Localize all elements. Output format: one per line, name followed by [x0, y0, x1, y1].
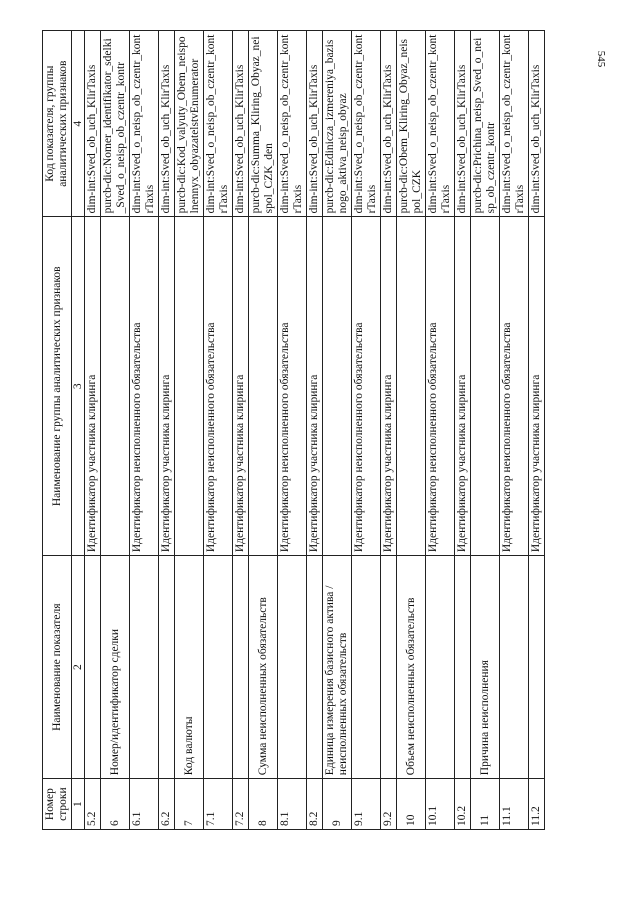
group-name: Идентификатор участника клиринга [233, 217, 249, 556]
column-number: 3 [72, 217, 85, 556]
group-name [397, 217, 426, 556]
table-row [307, 31, 323, 830]
indicator-name: Причина неисполнения [471, 556, 500, 779]
indicator-name [204, 556, 233, 779]
group-name [471, 217, 500, 556]
column-number: 1 [72, 779, 85, 830]
table-row [500, 31, 529, 830]
table-row [529, 31, 545, 830]
indicator-name [381, 556, 397, 779]
indicator-name [352, 556, 381, 779]
header-indicator-name: Наименование показателя [43, 556, 72, 779]
group-name: Идентификатор неисполненного обязательства [204, 217, 233, 556]
row-number: 7.2 [233, 779, 249, 830]
row-number: 9.2 [381, 779, 397, 830]
table-row [455, 31, 471, 830]
row-number: 10.1 [426, 779, 455, 830]
indicator-name [278, 556, 307, 779]
group-name: Идентификатор участника клиринга [455, 217, 471, 556]
table-row [352, 31, 381, 830]
column-number-row [72, 31, 85, 830]
group-name: Идентификатор неисполненного обязательства [130, 217, 159, 556]
indicator-code: dim-int:Sved_o_neisp_ob_czentr_kontrTaxis [130, 31, 159, 217]
row-number: 11 [471, 779, 500, 830]
table-row [159, 31, 175, 830]
indicator-name [500, 556, 529, 779]
table-row [323, 31, 352, 830]
row-number: 5.2 [85, 779, 101, 830]
group-name: Идентификатор неисполненного обязательства [500, 217, 529, 556]
indicator-name: Единица измерения базисного актива / неисполненных обязательств [323, 556, 352, 779]
row-number: 9.1 [352, 779, 381, 830]
indicator-name [159, 556, 175, 779]
indicator-code: dim-int:Sved_ob_uch_KlirTaxis [529, 31, 545, 217]
indicator-name [307, 556, 323, 779]
indicator-name: Код валюты [175, 556, 204, 779]
indicator-table [42, 30, 545, 830]
row-number: 11.2 [529, 779, 545, 830]
group-name: Идентификатор неисполненного обязательства [426, 217, 455, 556]
column-number: 4 [72, 31, 85, 217]
row-number: 8.2 [307, 779, 323, 830]
indicator-code: dim-int:Sved_ob_uch_KlirTaxis [159, 31, 175, 217]
header-row [43, 31, 72, 830]
group-name [175, 217, 204, 556]
rotated-page [42, 30, 562, 830]
indicator-code: dim-int:Sved_ob_uch_KlirTaxis [381, 31, 397, 217]
indicator-name [455, 556, 471, 779]
header-group-name: Наименование группы аналитических признаков [43, 217, 72, 556]
table-row [204, 31, 233, 830]
table-row [381, 31, 397, 830]
group-name: Идентификатор неисполненного обязательства [278, 217, 307, 556]
indicator-code: purcb-dic:Nomer_identifikator_sdelki_Sved_o_neisp_ob_czentr_kontr [101, 31, 130, 217]
group-name: Идентификатор участника клиринга [381, 217, 397, 556]
indicator-code: purcb-dic:Obem_Kliring_Obyaz_neispol_CZK [397, 31, 426, 217]
indicator-code: dim-int:Sved_ob_uch_KlirTaxis [233, 31, 249, 217]
row-number: 6.1 [130, 779, 159, 830]
header-row-number: Номер строки [43, 779, 72, 830]
group-name: Идентификатор участника клиринга [307, 217, 323, 556]
indicator-name [529, 556, 545, 779]
table-row [278, 31, 307, 830]
indicator-code: purcb-dic:Prichina_neisp_Sved_o_neisp_ob_czentr_kontr [471, 31, 500, 217]
group-name: Идентификатор участника клиринга [85, 217, 101, 556]
table-row [101, 31, 130, 830]
group-name: Идентификатор неисполненного обязательства [352, 217, 381, 556]
table-row [85, 31, 101, 830]
row-number: 7 [175, 779, 204, 830]
indicator-name: Сумма неисполненных обязательств [249, 556, 278, 779]
indicator-code: dim-int:Sved_o_neisp_ob_czentr_kontrTaxis [500, 31, 529, 217]
row-number: 8.1 [278, 779, 307, 830]
group-name [323, 217, 352, 556]
table-row [471, 31, 500, 830]
table-row [249, 31, 278, 830]
row-number: 6.2 [159, 779, 175, 830]
indicator-code: purcb-dic:Edinicza_izmereniya_bazisnogo_aktiva_neisp_obyaz [323, 31, 352, 217]
group-name [101, 217, 130, 556]
indicator-code: dim-int:Sved_ob_uch_KlirTaxis [307, 31, 323, 217]
header-code: Код показателя, группы аналитических признаков [43, 31, 72, 217]
indicator-code: dim-int:Sved_o_neisp_ob_czentr_kontrTaxis [426, 31, 455, 217]
indicator-code: dim-int:Sved_ob_uch_KlirTaxis [455, 31, 471, 217]
table-row [397, 31, 426, 830]
group-name: Идентификатор участника клиринга [529, 217, 545, 556]
indicator-name: Объем неисполненных обязательств [397, 556, 426, 779]
indicator-code: purcb-dic:Summa_Kliring_Obyaz_neispol_CZK_den [249, 31, 278, 217]
table-row [175, 31, 204, 830]
indicator-code: dim-int:Sved_o_neisp_ob_czentr_kontrTaxis [204, 31, 233, 217]
row-number: 10 [397, 779, 426, 830]
indicator-name [233, 556, 249, 779]
row-number: 10.2 [455, 779, 471, 830]
column-number: 2 [72, 556, 85, 779]
page-number: 545 [595, 50, 607, 68]
group-name [249, 217, 278, 556]
indicator-name [426, 556, 455, 779]
indicator-code: purcb-dic:Kod_valyuty_Obem_neispolnennyx_obyazatelstvEnumerator [175, 31, 204, 217]
indicator-code: dim-int:Sved_ob_uch_KlirTaxis [85, 31, 101, 217]
indicator-name [85, 556, 101, 779]
table-row [130, 31, 159, 830]
table-row [233, 31, 249, 830]
row-number: 7.1 [204, 779, 233, 830]
row-number: 11.1 [500, 779, 529, 830]
row-number: 8 [249, 779, 278, 830]
indicator-name [130, 556, 159, 779]
group-name: Идентификатор участника клиринга [159, 217, 175, 556]
row-number: 6 [101, 779, 130, 830]
indicator-code: dim-int:Sved_o_neisp_ob_czentr_kontrTaxis [278, 31, 307, 217]
indicator-name: Номер/идентификатор сделки [101, 556, 130, 779]
indicator-code: dim-int:Sved_o_neisp_ob_czentr_kontrTaxis [352, 31, 381, 217]
table-row [426, 31, 455, 830]
row-number: 9 [323, 779, 352, 830]
